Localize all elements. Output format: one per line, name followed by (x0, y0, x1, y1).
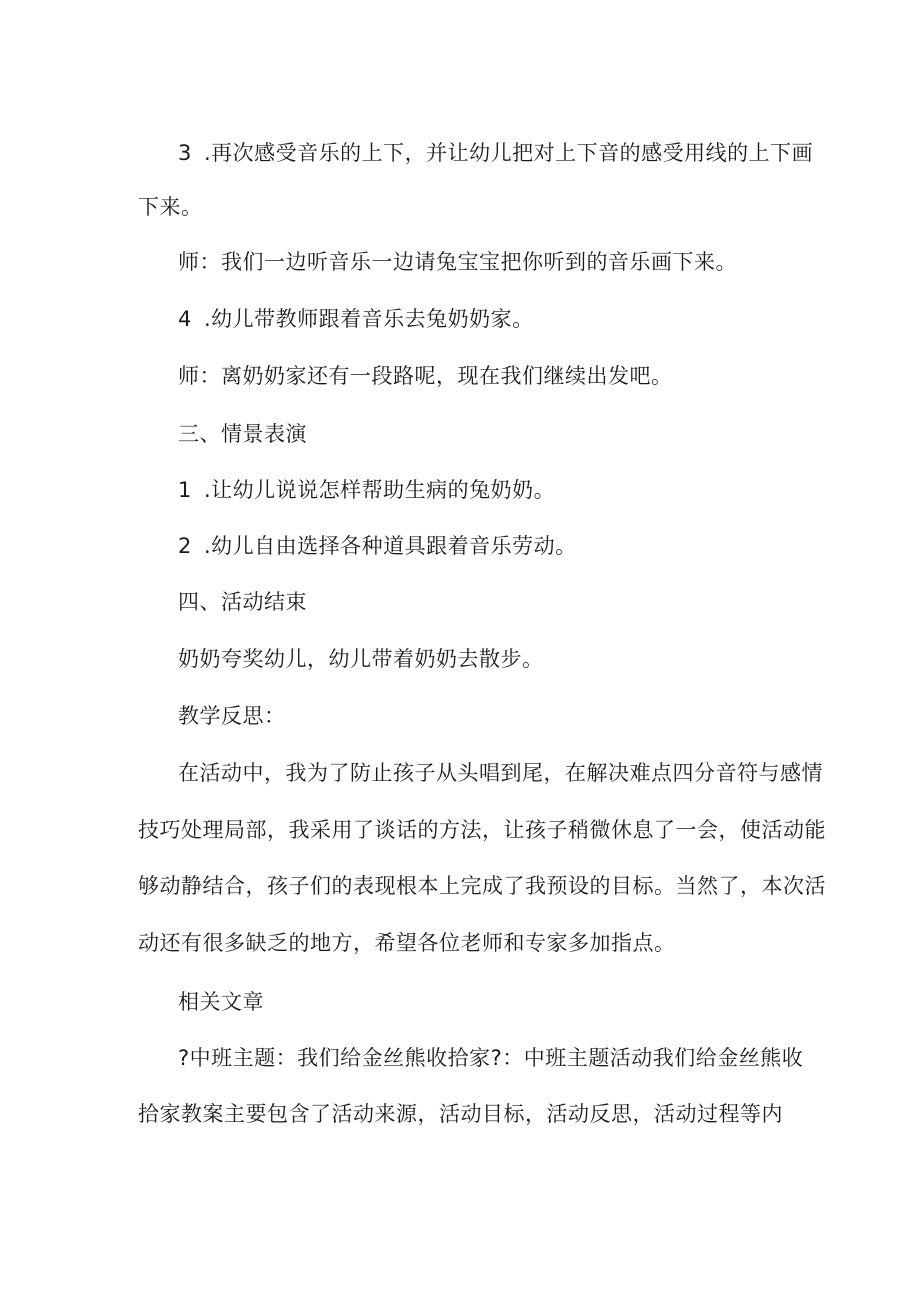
reflection-title: 教学反思： (178, 704, 286, 728)
list-number: 4 (178, 307, 192, 331)
list-item-2 (178, 533, 577, 559)
list-item-1 (178, 477, 555, 503)
paragraph-line: 师：离奶奶家还有一段路呢，现在我们继续出发吧。 (178, 364, 673, 388)
related-article-line[interactable]: ?中班主题：我们给金丝熊收拾家?：中班主题活动我们给金丝熊收 (178, 1046, 804, 1070)
related-article-line[interactable]: 拾家教案主要包含了活动来源，活动目标，活动反思，活动过程等内 (138, 1102, 783, 1126)
list-text: .再次感受音乐的上下，并让幼儿把对上下音的感受用线的上下画 (204, 141, 814, 165)
section-heading: 三、情景表演 (178, 422, 307, 446)
section-heading: 四、活动结束 (178, 590, 307, 614)
paragraph-line: 师：我们一边听音乐一边请兔宝宝把你听到的音乐画下来。 (178, 250, 737, 274)
paragraph-line: 够动静结合，孩子们的表现根本上完成了我预设的目标。当然了，本次活 (138, 874, 826, 898)
paragraph-line: 技巧处理局部，我采用了谈话的方法，让孩子稍微休息了一会，使活动能 (138, 818, 826, 842)
list-number: 2 (178, 534, 192, 558)
paragraph-line: 奶奶夸奖幼儿，幼儿带着奶奶去散步。 (178, 647, 544, 671)
list-text: .幼儿自由选择各种道具跟着音乐劳动。 (204, 534, 577, 558)
list-text: .幼儿带教师跟着音乐去兔奶奶家。 (204, 307, 534, 331)
related-title: 相关文章 (178, 990, 264, 1014)
list-item-4 (178, 306, 534, 332)
list-number: 3 (178, 141, 192, 165)
list-text: .让幼儿说说怎样帮助生病的兔奶奶。 (204, 478, 556, 502)
list-number: 1 (178, 478, 192, 502)
paragraph-line: 在活动中，我为了防止孩子从头唱到尾，在解决难点四分音符与感情 (178, 761, 823, 785)
paragraph-line: 动还有很多缺乏的地方，希望各位老师和专家多加指点。 (138, 931, 676, 955)
list-item-3 (178, 140, 813, 166)
paragraph-line: 下来。 (138, 195, 203, 219)
